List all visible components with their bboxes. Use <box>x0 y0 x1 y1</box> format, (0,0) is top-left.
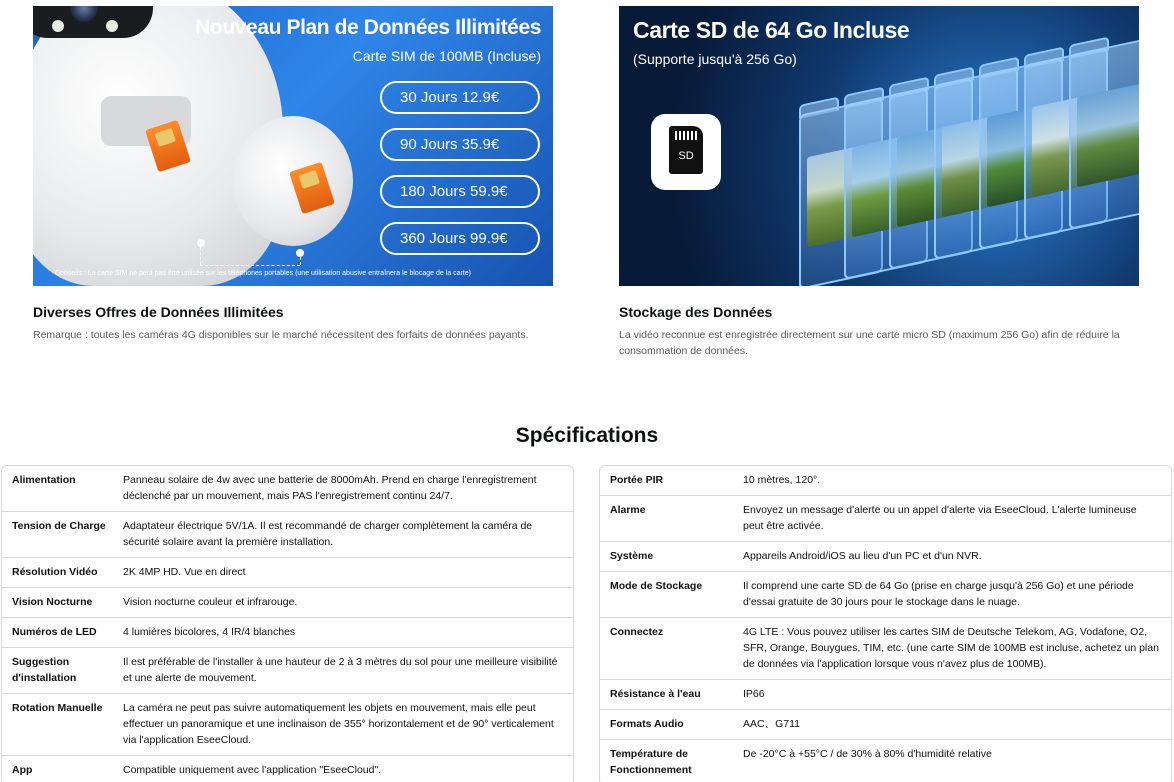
specifications-heading: Spécifications <box>515 424 659 447</box>
spec-row <box>600 618 1171 680</box>
sd-storage-image[interactable] <box>619 6 1139 286</box>
feature-title: Diverses Offres de Données Illimitées <box>33 304 284 320</box>
spec-row <box>2 512 573 558</box>
spec-row <box>2 466 573 512</box>
feature-title: Stockage des Données <box>619 304 773 320</box>
spec-row <box>600 542 1171 572</box>
spec-row <box>600 466 1171 496</box>
spec-row <box>2 618 573 648</box>
spec-row <box>600 572 1171 618</box>
spec-table-right <box>599 465 1172 782</box>
spec-key: Vision Nocturne <box>12 596 93 608</box>
spec-value: 10 mètres, 120°. <box>743 474 821 486</box>
feature-data-storage <box>619 6 1139 359</box>
spec-key: Formats Audio <box>610 718 684 730</box>
spec-value: AAC、G711 <box>743 718 800 730</box>
callout-line <box>300 257 301 265</box>
feature-text: Remarque : toutes les caméras 4G disponibles sur le marché nécessitent des forfaits de données payants. <box>33 329 529 341</box>
spec-value: Il comprend une carte SD de 64 Go (prise en charge jusqu'à 256 Go) et une période d'essai gratuite de 30 jours pour le stockage dans le nuage. <box>743 580 1134 608</box>
callout-line <box>200 247 201 265</box>
sd-headline: Carte SD de 64 Go Incluse <box>633 17 910 43</box>
spec-row <box>600 496 1171 542</box>
callout-dot <box>197 239 205 247</box>
spec-key: Portée PIR <box>610 474 664 486</box>
spec-row <box>2 756 573 782</box>
spec-value: 4G LTE : Vous pouvez utiliser les cartes SIM de Deutsche Telekom, AG, Vodafone, O2, SFR, Orange, Bouygues, TIM, etc. (une carte SIM de 100MB est incluse, achetez un plan de données via l'application lorsque vous n'avez plus de 100MB). <box>743 626 1159 670</box>
callout-dot <box>296 249 304 257</box>
sd-subheadline: (Supporte jusqu'à 256 Go) <box>633 51 797 67</box>
spec-row <box>600 710 1171 740</box>
spec-key: Alarme <box>610 504 646 516</box>
spec-key: Système <box>610 550 654 562</box>
spec-key: Rotation Manuelle <box>12 702 103 714</box>
spec-table-left <box>1 465 574 782</box>
spec-key: Résolution Vidéo <box>12 566 98 578</box>
spec-value: Adaptateur électrique 5V/1A. Il est recommandé de charger complètement la caméra de sécurité solaire avant la première installation. <box>123 520 533 548</box>
spec-row <box>600 740 1171 782</box>
plan-subheadline: Carte SIM de 100MB (Incluse) <box>352 48 541 64</box>
plan-option-180: 180 Jours 59.9€ <box>380 175 540 208</box>
feature-data-plans <box>33 6 553 343</box>
spec-row <box>2 558 573 588</box>
spec-key: Numéros de LED <box>12 626 97 638</box>
spec-key: Mode de Stockage <box>610 580 703 592</box>
spec-row <box>2 648 573 694</box>
spec-key: App <box>12 764 33 776</box>
callout-line <box>200 265 300 266</box>
camera-led <box>52 20 64 32</box>
spec-value: Compatible uniquement avec l'application "EseeCloud". <box>123 764 382 776</box>
sd-card-icon <box>669 126 703 174</box>
plan-note: Conseils : La carte SIM ne peut pas être utilisée sur les téléphones portables (une utilisation abusive entraînera le blocage de la carte) <box>55 270 471 277</box>
spec-value: Vision nocturne couleur et infrarouge. <box>123 596 298 608</box>
camera-face <box>33 6 153 38</box>
spec-row <box>2 588 573 618</box>
spec-value: Envoyez un message d'alerte ou un appel d'alerte via EseeCloud. L'alerte lumineuse peut être activée. <box>743 504 1137 532</box>
spec-value: 2K 4MP HD. Vue en direct <box>123 566 246 578</box>
plan-option-360: 360 Jours 99.9€ <box>380 222 540 255</box>
spec-row <box>2 694 573 756</box>
plan-option-30: 30 Jours 12.9€ <box>380 81 540 114</box>
camera-lens <box>70 6 98 22</box>
camera-led <box>106 20 118 32</box>
spec-key: Alimentation <box>12 474 76 486</box>
spec-value: Appareils Android/iOS au lieu d'un PC et d'un NVR. <box>743 550 982 562</box>
spec-value: IP66 <box>743 688 765 700</box>
spec-value: La caméra ne peut pas suivre automatiquement les objets en mouvement, mais elle peut effectuer un panoramique et une inclinaison de 355° horizontalement et de 90° verticalement via l'application EseeCloud. <box>123 702 554 746</box>
data-plan-image[interactable] <box>33 6 553 286</box>
sd-card-badge <box>651 114 721 190</box>
spec-key: Suggestion d'installation <box>12 656 77 684</box>
feature-text: La vidéo reconnue est enregistrée directement sur une carte micro SD (maximum 256 Go) afin de réduire la consommation de données. <box>619 329 1120 357</box>
plan-option-90: 90 Jours 35.9€ <box>380 128 540 161</box>
spec-value: 4 lumières bicolores, 4 IR/4 blanches <box>123 626 296 638</box>
spec-key: Tension de Charge <box>12 520 106 532</box>
spec-value: De -20°C à +55°C / de 30% à 80% d'humidité relative <box>743 748 992 760</box>
spec-value: Il est préférable de l'installer à une hauteur de 2 à 3 mètres du sol pour une meilleure visibilité et une alerte de mouvement. <box>123 656 558 684</box>
plan-headline: Nouveau Plan de Données Illimitées <box>195 16 541 39</box>
spec-key: Résistance à l'eau <box>610 688 701 700</box>
spec-row <box>600 680 1171 710</box>
video-folder <box>1069 37 1139 230</box>
sd-card-label: SD <box>678 150 694 162</box>
spec-key: Connectez <box>610 626 664 638</box>
spec-key: Température de Fonctionnement <box>610 748 692 776</box>
spec-value: Panneau solaire de 4w avec une batterie de 8000mAh. Prend en charge l'enregistrement déclenché par un mouvement, mais PAS l'enregistrement continu 24/7. <box>123 474 537 502</box>
